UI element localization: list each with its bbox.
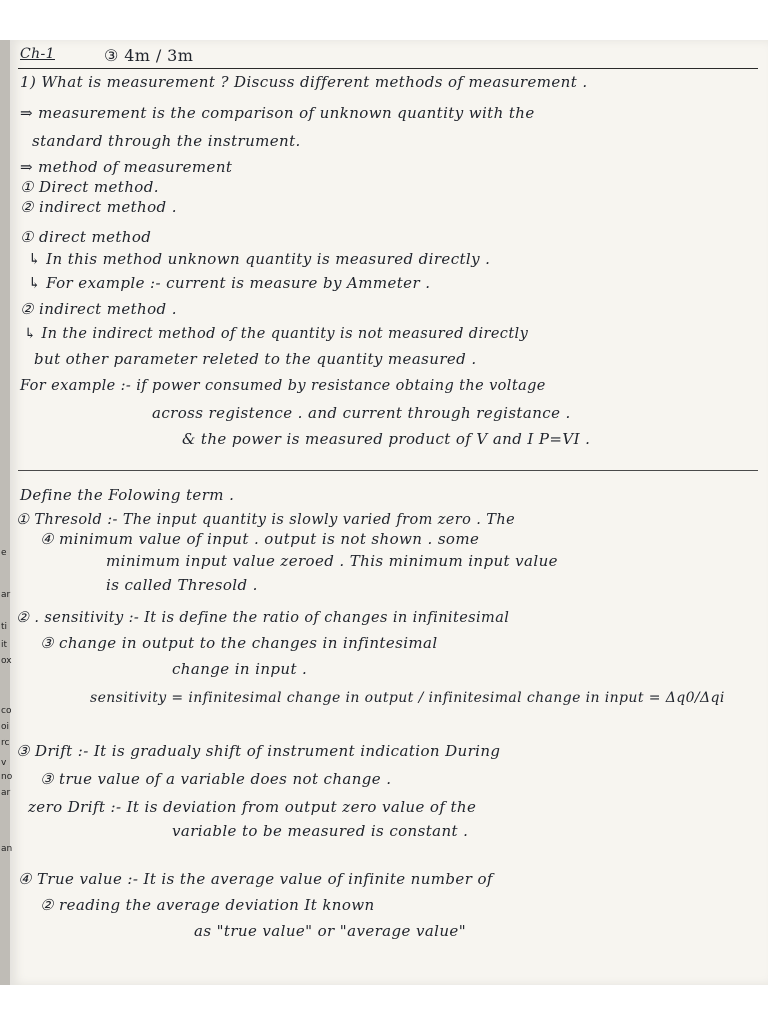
list-item: ② indirect method .	[20, 198, 177, 216]
definition-line: variable to be measured is constant .	[172, 822, 469, 840]
chapter-label: Ch-1	[20, 46, 55, 62]
section-heading: Define the Folowing term .	[20, 486, 235, 504]
answer-line: ⇒ measurement is the comparison of unknown quantity with the	[20, 104, 535, 122]
answer-line: ↳ In this method unknown quantity is measured directly .	[28, 250, 491, 268]
definition-line: ④ True value :- It is the average value of infinite number of	[18, 870, 493, 888]
definition-line: ③ change in output to the changes in infintesimal	[40, 634, 438, 652]
answer-line: standard through the instrument.	[32, 132, 301, 150]
definition-line: ② reading the average deviation It known	[40, 896, 375, 914]
margin-char: it	[1, 640, 8, 650]
margin-char: e	[1, 548, 7, 558]
definition-line: zero Drift :- It is deviation from output zero value of the	[28, 798, 477, 816]
definition-line: ② . sensitivity :- It is define the ratio of changes in infinitesimal	[16, 610, 510, 626]
subheading: ② indirect method .	[20, 300, 177, 318]
definition-line: ① Thresold :- The input quantity is slowly varied from zero . The	[16, 512, 516, 528]
question-line: 1) What is measurement ? Discuss different methods of measurement .	[20, 73, 588, 91]
answer-line: For example :- if power consumed by resistance obtaing the voltage	[20, 378, 546, 394]
definition-line: is called Thresold .	[106, 576, 258, 594]
margin-char: rc	[1, 738, 10, 748]
subheading: ① direct method	[20, 228, 152, 246]
bottom-background	[0, 985, 768, 1024]
formula-line: sensitivity = infinitesimal change in output / infinitesimal change in input = Δq0/Δqi	[90, 690, 725, 706]
definition-line: ③ true value of a variable does not change .	[40, 770, 392, 788]
margin-char: oi	[1, 722, 10, 732]
margin-char: an	[1, 844, 13, 854]
definition-line: ③ Drift :- It is gradualy shift of instrument indication During	[16, 742, 501, 760]
definition-line: minimum input value zeroed . This minimum input value	[106, 552, 558, 570]
definition-line: ④ minimum value of input . output is not shown . some	[40, 530, 480, 548]
top-background	[0, 0, 768, 40]
list-item: ① Direct method.	[20, 178, 159, 196]
answer-line: ⇒ method of measurement	[20, 158, 233, 176]
answer-line: & the power is measured product of V and I P=VI .	[182, 430, 591, 448]
answer-line: ↳ For example :- current is measure by Ammeter .	[28, 274, 431, 292]
marks-label: ③ 4m / 3m	[104, 46, 194, 65]
margin-char: v	[1, 758, 7, 768]
margin-char: co	[1, 706, 12, 716]
margin-char: ar	[1, 788, 11, 798]
answer-line: ↳ In the indirect method of the quantity is not measured directly	[24, 326, 529, 342]
margin-char: ar	[1, 590, 11, 600]
definition-line: change in input .	[172, 660, 308, 678]
answer-line: but other parameter releted to the quantity measured .	[34, 350, 477, 368]
answer-line: across registence . and current through registance .	[152, 404, 571, 422]
margin-char: no	[1, 772, 13, 782]
margin-char: ti	[1, 622, 8, 632]
section-rule	[18, 470, 758, 471]
header-rule	[18, 68, 758, 69]
definition-line: as "true value" or "average value"	[194, 922, 467, 940]
margin-char: ox	[1, 656, 12, 666]
